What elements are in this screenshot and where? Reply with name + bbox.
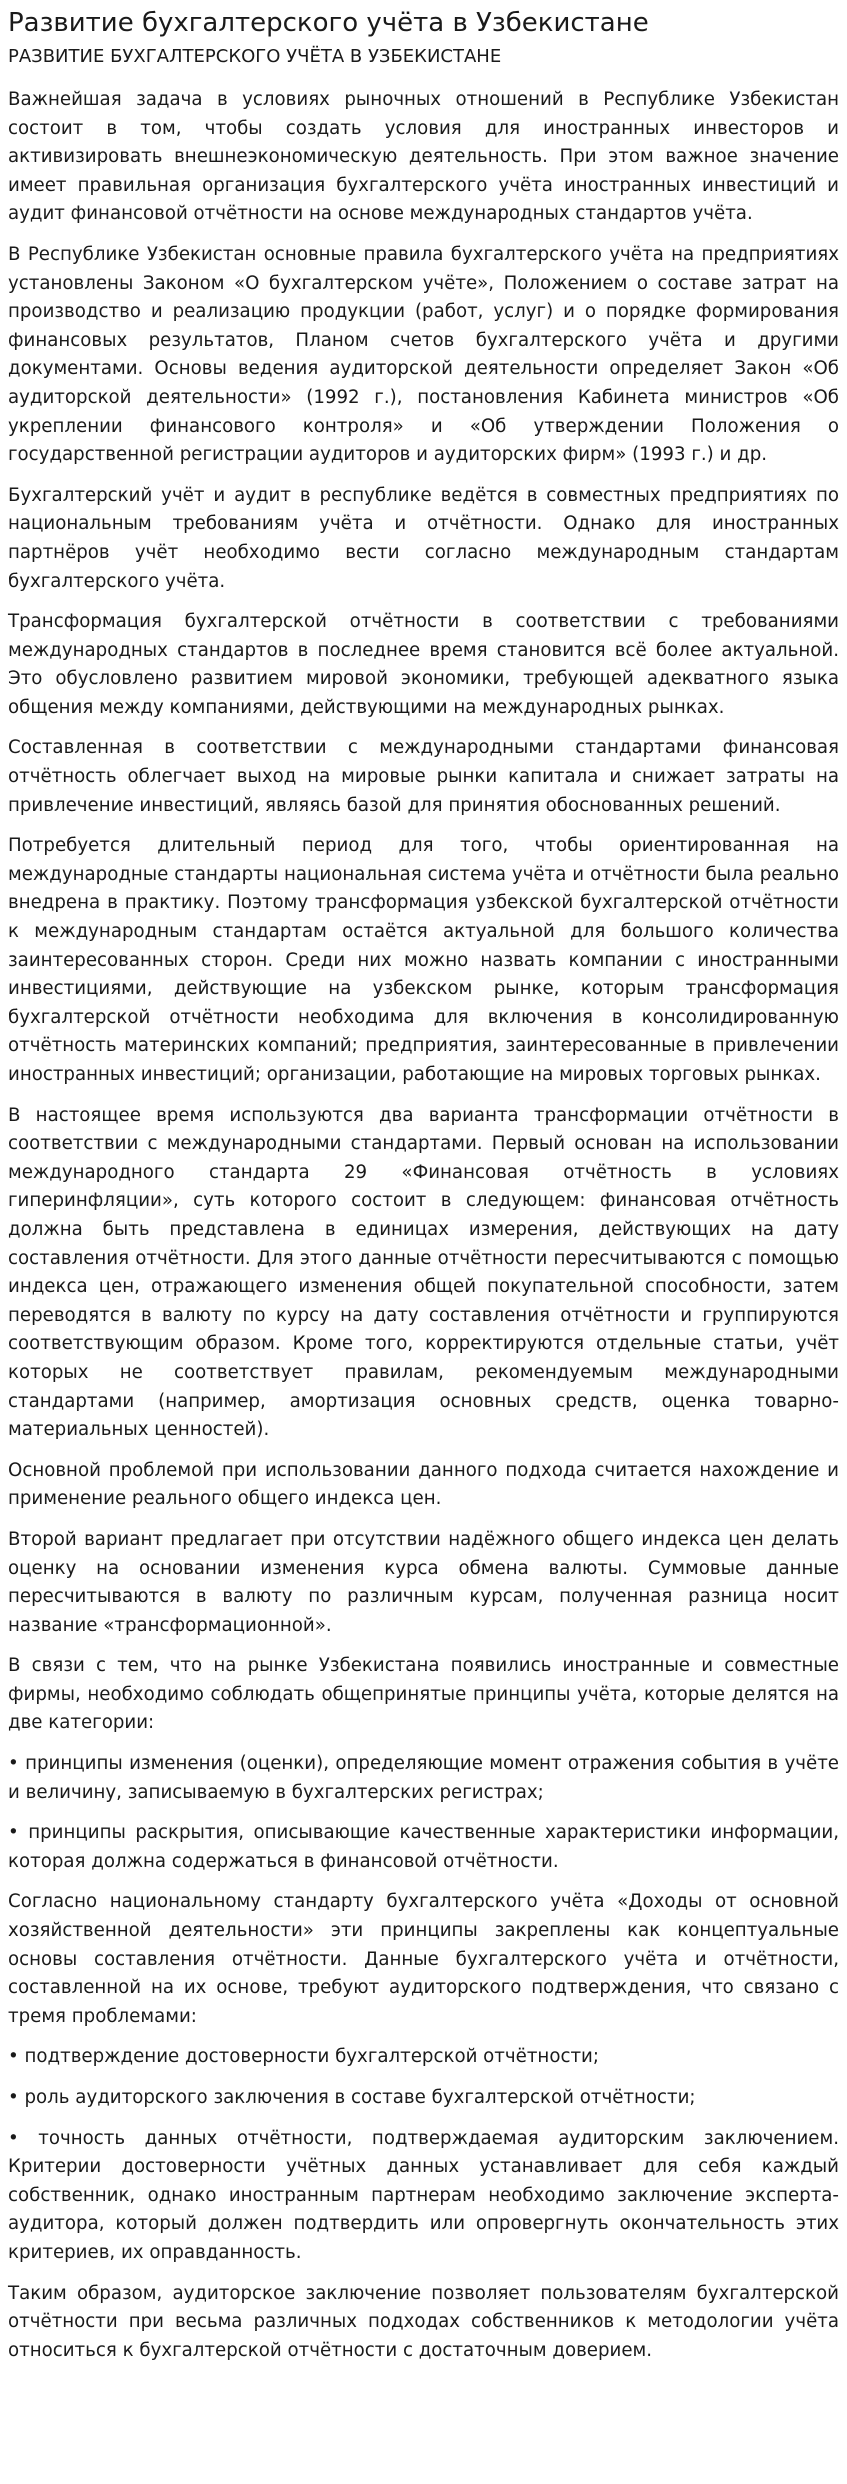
paragraph-5: Составленная в соответствии с международными стандартами финансовая отчётность облегчает выход на мировые рынки капитала и снижает затраты на привлечение инвестиций, являясь базой для принятия обоснованных решений. [8, 737, 839, 816]
list-item-principles-disclosure: • принципы раскрытия, описывающие качественные характеристики информации, которая должна содержаться в финансовой отчётности. [8, 1822, 839, 1872]
paragraph-8: Основной проблемой при использовании данного подхода считается нахождение и применение реального общего индекса цен. [8, 1459, 839, 1510]
list-item-reliability: • подтверждение достоверности бухгалтерской отчётности; [8, 2046, 599, 2068]
paragraph-9: Второй вариант предлагает при отсутствии надёжного общего индекса цен делать оценку на основании изменения курса обмена валюты. Суммовые данные пересчитываются в валюту по различным курсам, полученная разница носит название «трансформационной». [8, 1528, 839, 1636]
paragraph-1: Важнейшая задача в условиях рыночных отношений в Республике Узбекистан состоит в том, чтобы создать условия для иностранных инвесторов и активизировать внешнеэкономическую деятельность. При этом важное значение имеет правильная организация бухгалтерского учёта иностранных инвестиций и аудит финансовой отчётности на основе международных стандартов учёта. [8, 89, 839, 225]
paragraph-10: В связи с тем, что на рынке Узбекистана появились иностранные и совместные фирмы, необходимо соблюдать общепринятые принципы учёта, которые делятся на две категории: [8, 1655, 839, 1734]
paragraph-conclusion: Таким образом, аудиторское заключение позволяет пользователям бухгалтерской отчётности при весьма различных подходах собственников к методологии учёта относиться к бухгалтерской отчётности с достаточным доверием. [8, 2282, 839, 2361]
paragraph-2: В Республике Узбекистан основные правила бухгалтерского учёта на предприятиях установлены Законом «О бухгалтерском учёте», Положением о составе затрат на производство и реализацию продукции (работ, услуг) и о порядке формирования финансовых результатов, Планом счетов бухгалтерского учёта и другими документами. Основы ведения аудиторской деятельности определяет Закон «Об аудиторской деятельности» (1992 г.), постановления Кабинета министров «Об укреплении финансового контроля» и «Об утверждении Положения о государственной регистрации аудиторов и аудиторских фирм» (1993 г.) и др. [8, 243, 839, 466]
list-item-data-accuracy: • точность данных отчётности, подтверждаемая аудиторским заключением. Критерии достоверности учётных данных устанавливает для себя каждый собственник, однако иностранным партнерам необходимо заключение эксперта-аудитора, который должен подтвердить или опровергнуть окончательность этих критериев, их оправданность. [8, 2127, 839, 2263]
paragraph-4: Трансформация бухгалтерской отчётности в соответствии с требованиями международных стандартов в последнее время становится всё более актуальной. Это обусловлено развитием мировой экономики, требующей адекватного языка общения между компаниями, действующими на международных рынках. [8, 611, 839, 718]
paragraph-13: Согласно национальному стандарту бухгалтерского учёта «Доходы от основной хозяйственной деятельности» эти принципы закреплены как концептуальные основы составления отчётности. Данные бухгалтерского учёта и отчётности, составленной на их основе, требуют аудиторского подтверждения, что связано с тремя проблемами: [8, 1891, 839, 2027]
paragraph-3: Бухгалтерский учёт и аудит в республике ведётся в совместных предприятиях по национальным требованиям учёта и отчётности. Однако для иностранных партнёров учёт необходимо вести согласно международным стандартам бухгалтерского учёта. [8, 484, 839, 592]
page-title: Развитие бухгалтерского учёта в Узбекистане [8, 8, 649, 38]
article-heading: РАЗВИТИЕ БУХГАЛТЕРСКОГО УЧЁТА В УЗБЕКИСТАНЕ [8, 46, 502, 67]
paragraph-7: В настоящее время используются два варианта трансформации отчётности в соответствии с международными стандартами. Первый основан на использовании международного стандарта 29 «Финансовая отчётность в условиях гиперинфляции», суть которого состоит в следующем: финансовая отчётность должна быть представлена в единицах измерения, действующих на дату составления отчётности. Для этого данные отчётности пересчитываются с помощью индекса цен, отражающего изменения общей покупательной способности, затем переводятся в валюту по курсу на дату составления отчётности и группируются соответствующим образом. Кроме того, корректируются отдельные статьи, учёт которых не соответствует правилам, рекомендуемым международными стандартами (например, амортизация основных средств, оценка товарно-материальных ценностей). [8, 1104, 839, 1441]
list-item-principles-measurement: • принципы изменения (оценки), определяющие момент отражения события в учёте и величину, записываемую в бухгалтерских регистрах; [8, 1753, 839, 1803]
paragraph-6: Потребуется длительный период для того, чтобы ориентированная на международные стандарты национальная система учёта и отчётности была реально внедрена в практику. Поэтому трансформация узбекской бухгалтерской отчётности к международным стандартам остаётся актуальной для большого количества заинтересованных сторон. Среди них можно назвать компании с иностранными инвестициями, действующие на узбекском рынке, которым трансформация бухгалтерской отчётности необходима для включения в консолидированную отчётность материнских компаний; предприятия, заинтересованные в привлечении иностранных инвестиций; организации, работающие на мировых торговых рынках. [8, 835, 839, 1085]
list-item-audit-opinion-role: • роль аудиторского заключения в составе бухгалтерской отчётности; [8, 2087, 696, 2108]
